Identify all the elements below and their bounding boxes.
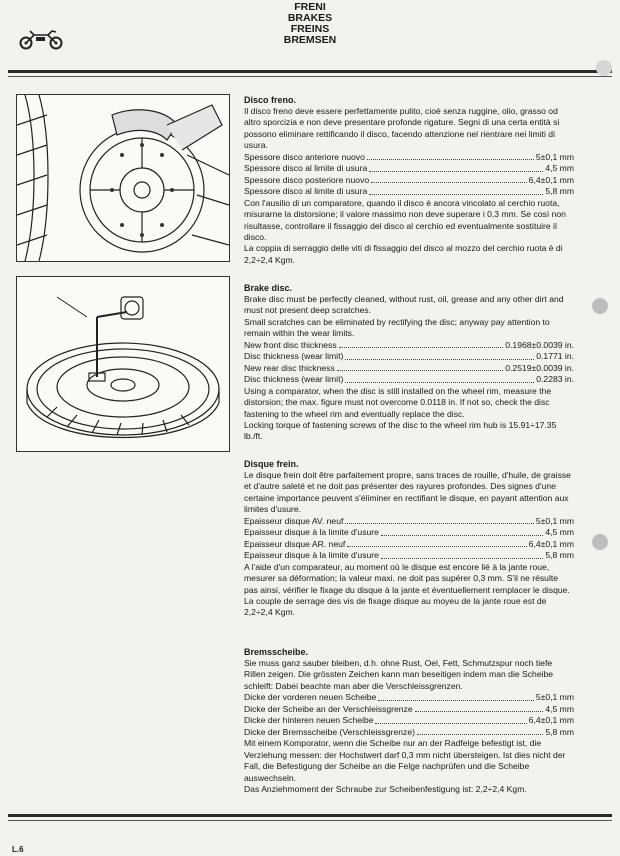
spec-row: Dicke der vorderen neuen Scheibe 5±0,1 mm bbox=[244, 692, 574, 703]
spec-row: Epaisseur disque à la limite d'usure 5,8 mm bbox=[244, 550, 574, 561]
section-header bbox=[0, 2, 620, 46]
spec-row: Disc thickness (wear limit) 0.2283 in. bbox=[244, 374, 574, 385]
spec-row: New front disc thickness 0.1968±0.0039 in. bbox=[244, 339, 574, 350]
footer-rule-thin bbox=[8, 820, 612, 821]
section-italian bbox=[244, 94, 574, 266]
spec-row: Dicke der Scheibe an der Verschleissgrenze 4,5 mm bbox=[244, 703, 574, 714]
spec-row: Dicke der Bremsscheibe (Verschleissgrenze) 5,8 mm bbox=[244, 726, 574, 737]
figure-disc-front-wheel bbox=[16, 94, 230, 262]
it-comparator: Con l'ausilio di un comparatore, quando il disco è ancora vincolato al cerchio ruota, misurarne la distorsione; il valore massimo non deve superare i 0,3 mm. Se così non risultasse, controllare il fissaggio del disco al cerchio ed eventualmente sostituire il disco. bbox=[244, 197, 566, 242]
page-number: L.6 bbox=[12, 845, 24, 854]
de-intro: Sie muss ganz sauber bleiben, d.h. ohne Rust, Oel, Fett, Schmutzspur noch tiefe Rillen zeigen. Die grössten Zeichen kann man beseitigen indem man die Scheibe schleift: Dabei beachte man aber die Verschleissgrenzen. bbox=[244, 658, 554, 691]
spec-row: Dicke der hinteren neuen Scheibe 6,4±0,1 mm bbox=[244, 715, 574, 726]
en-intro: Brake disc must be perfectly cleaned, without rust, oil, grease and any other dirt and must not present deep scratches. bbox=[244, 294, 564, 316]
spec-row: Epaisseur disque AR. neuf 6,4±0,1 mm bbox=[244, 538, 574, 549]
figure-comparator-measurement bbox=[16, 276, 230, 452]
title-german: Bremsscheibe. bbox=[244, 647, 309, 657]
header-bremsen: BREMSEN bbox=[283, 34, 337, 46]
header-freni: FRENI bbox=[294, 1, 326, 13]
spec-row: New rear disc thickness 0.2519±0.0039 in. bbox=[244, 362, 574, 373]
comparator-illustration bbox=[17, 277, 229, 451]
motorcycle-icon bbox=[16, 28, 68, 50]
header-rule-thin bbox=[8, 76, 612, 77]
spec-row: Epaisseur disque à la limite d'usure 4,5 mm bbox=[244, 527, 574, 538]
section-english bbox=[244, 282, 574, 443]
fr-comparator: A l'aide d'un comparateur, au moment où le disque est encore lié à la jante roue, mesurer sa déformation; la valeur maxi. ne doit pas supérer 0,3 mm. S'il ne résulte pas ainsi, vérifier le fixage du disque à la jante et éventuellement remplacer le disque. bbox=[244, 561, 570, 595]
header-freins: FREINS bbox=[290, 23, 330, 35]
section-german bbox=[244, 646, 574, 795]
it-intro: Il disco freno deve essere perfettamente pulito, cioè senza ruggine, olio, grasso od altro sporcizia e non deve presentare profonde rigature. Segni di una certa entità si possono eliminare rettificando il disco, facendo attenzione nel rientrare nei limiti di usura. bbox=[244, 106, 560, 151]
punch-hole bbox=[592, 298, 608, 314]
en-comparator: Using a comparator, when the disc is still installed on the wheel rim, measure the distorsion; the max. figure must not overcome 0.0118 in. If not so, check the disc fastening to the wheel rim and eventually replace the disc. bbox=[244, 385, 552, 419]
fr-intro: Le disque frein doit être parfaitement propre, sans traces de rouille, d'huile, de graisse et d'autre saleté et ne doit pas présenter des rayures profondes. Des signes d'une certaine importance peuvent s'éliminer en rectifiant le disque, en payant attention aux limites d'usure. bbox=[244, 470, 571, 515]
spec-row: Spessore disco posteriore nuovo 6,4±0,1 mm bbox=[244, 174, 574, 185]
spec-row: Disc thickness (wear limit) 0.1771 in. bbox=[244, 351, 574, 362]
section-french bbox=[244, 458, 574, 619]
it-torque: La coppia di serraggio delle viti di fissaggio del disco al mozzo del cerchio ruota è di 2,2÷2,4 Kgm. bbox=[244, 243, 563, 265]
de-comparator: Mit einem Komporator, wenn die Scheibe nur an der Radfelge befestigt ist, die Verziehung messen: der Hochstwert darf 0,3 mm nicht übersteigen. Ist dies nicht der Fall, die Befestigung der Scheibe an die Felge nachprüfen und die Scheibe auswechseln. bbox=[244, 738, 566, 783]
title-english: Brake disc. bbox=[244, 283, 293, 293]
header-brakes: BRAKES bbox=[287, 12, 333, 24]
spec-row: Epaisseur disque AV. neuf 5±0,1 mm bbox=[244, 515, 574, 526]
spec-row: Spessore disco al limite di usura 4,5 mm bbox=[244, 163, 574, 174]
header-rule bbox=[8, 70, 612, 73]
de-torque: Das Anziehmoment der Schraube zur Scheibenfestigung ist: 2,2÷2,4 Kgm. bbox=[244, 783, 527, 794]
punch-hole bbox=[592, 534, 608, 550]
title-italian: Disco freno. bbox=[244, 95, 297, 105]
en-torque: Locking torque of fastening screws of the disc to the wheel rim hub is 15.91÷17.35 lb./ft. bbox=[244, 419, 557, 442]
fr-torque: La couple de serrage des vis de fixage disque au moyeu de la jante roue est de 2,2÷2,4 Kgm. bbox=[244, 595, 547, 618]
title-french: Disque frein. bbox=[244, 459, 299, 469]
en-scratches: Small scratches can be eliminated by rectifying the disc; anyway pay attention to remain within the wear limits. bbox=[244, 316, 550, 339]
spec-row: Spessore disco al limite di usura 5,8 mm bbox=[244, 186, 574, 197]
punch-hole bbox=[596, 60, 612, 76]
spec-row: Spessore disco anteriore nuovo 5±0,1 mm bbox=[244, 151, 574, 162]
disc-wheel-illustration bbox=[17, 95, 229, 261]
footer-rule bbox=[8, 814, 612, 817]
